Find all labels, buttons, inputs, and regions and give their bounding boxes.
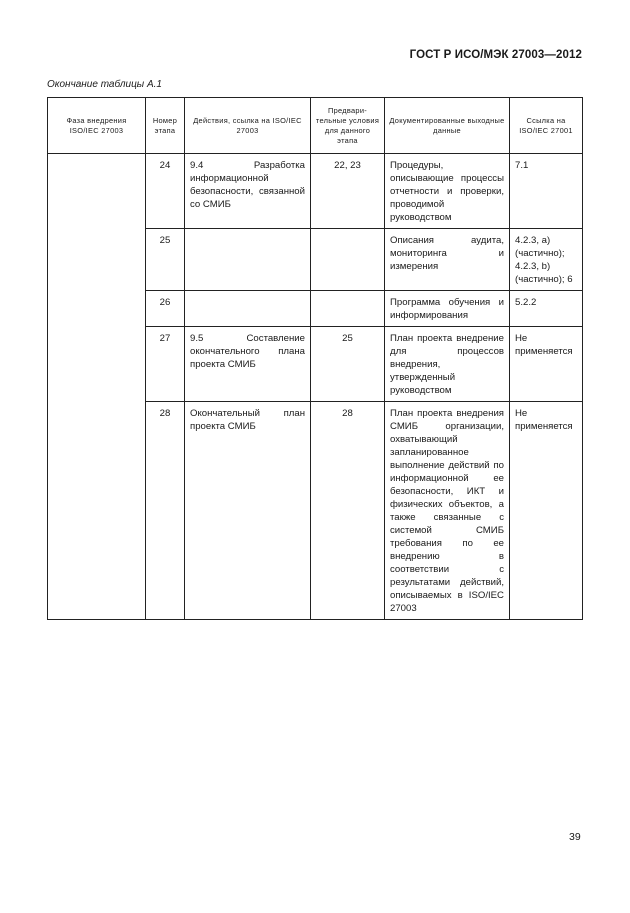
action-cell: Окончательный план проекта СМИБ: [185, 402, 311, 620]
ref-cell: 5.2.2: [510, 291, 583, 327]
table-row: [48, 154, 583, 229]
col-header-phase: Фаза внедрения ISO/IEC 27003: [48, 98, 146, 154]
prereq-cell: 25: [311, 327, 385, 402]
action-cell: 9.4 Разработка информационной безопасности, связанной со СМИБ: [185, 154, 311, 229]
table-a1: [47, 97, 583, 620]
step-number: 26: [146, 291, 185, 327]
prereq-cell: 28: [311, 402, 385, 620]
output-cell: Процедуры, описывающие процессы отчетности и проверки, проводимой руководством: [385, 154, 510, 229]
action-cell: 9.5 Составление окончательного плана проекта СМИБ: [185, 327, 311, 402]
output-cell: План проекта внедрение для процессов внедрения, утвержденный руководством: [385, 327, 510, 402]
ref-cell: Не применяется: [510, 327, 583, 402]
step-number: 27: [146, 327, 185, 402]
phase-cell: [48, 154, 146, 620]
output-cell: Описания аудита, мониторинга и измерения: [385, 229, 510, 291]
col-header-prereq: Предвари-тельные условия для данного этапа: [311, 98, 385, 154]
ref-cell: Не применяется: [510, 402, 583, 620]
col-header-action: Действия, ссылка на ISO/IEC 27003: [185, 98, 311, 154]
table-header-row: [48, 98, 583, 154]
step-number: 24: [146, 154, 185, 229]
ref-cell: 4.2.3, a) (частично); 4.2.3, b) (частично); 6: [510, 229, 583, 291]
action-cell: [185, 291, 311, 327]
prereq-cell: [311, 229, 385, 291]
table-caption: Окончание таблицы А.1: [47, 79, 162, 90]
col-header-output: Документированные выходные данные: [385, 98, 510, 154]
output-cell: План проекта внедрения СМИБ организации, охватывающий запланированное выполнение действий по информационной ее безопасности, ИКТ и физических объектов, а также связанные с системой СМИБ требования по ее внедрению в соответствии с результатами действий, описываемых в ISO/IEC 27003: [385, 402, 510, 620]
output-cell: Программа обучения и информирования: [385, 291, 510, 327]
prereq-cell: 22, 23: [311, 154, 385, 229]
step-number: 28: [146, 402, 185, 620]
action-cell: [185, 229, 311, 291]
col-header-step: Номер этапа: [146, 98, 185, 154]
step-number: 25: [146, 229, 185, 291]
document-code: ГОСТ Р ИСО/МЭК 27003—2012: [409, 49, 582, 61]
page-number: 39: [569, 831, 581, 843]
ref-cell: 7.1: [510, 154, 583, 229]
prereq-cell: [311, 291, 385, 327]
col-header-ref: Ссылка на ISO/IEC 27001: [510, 98, 583, 154]
